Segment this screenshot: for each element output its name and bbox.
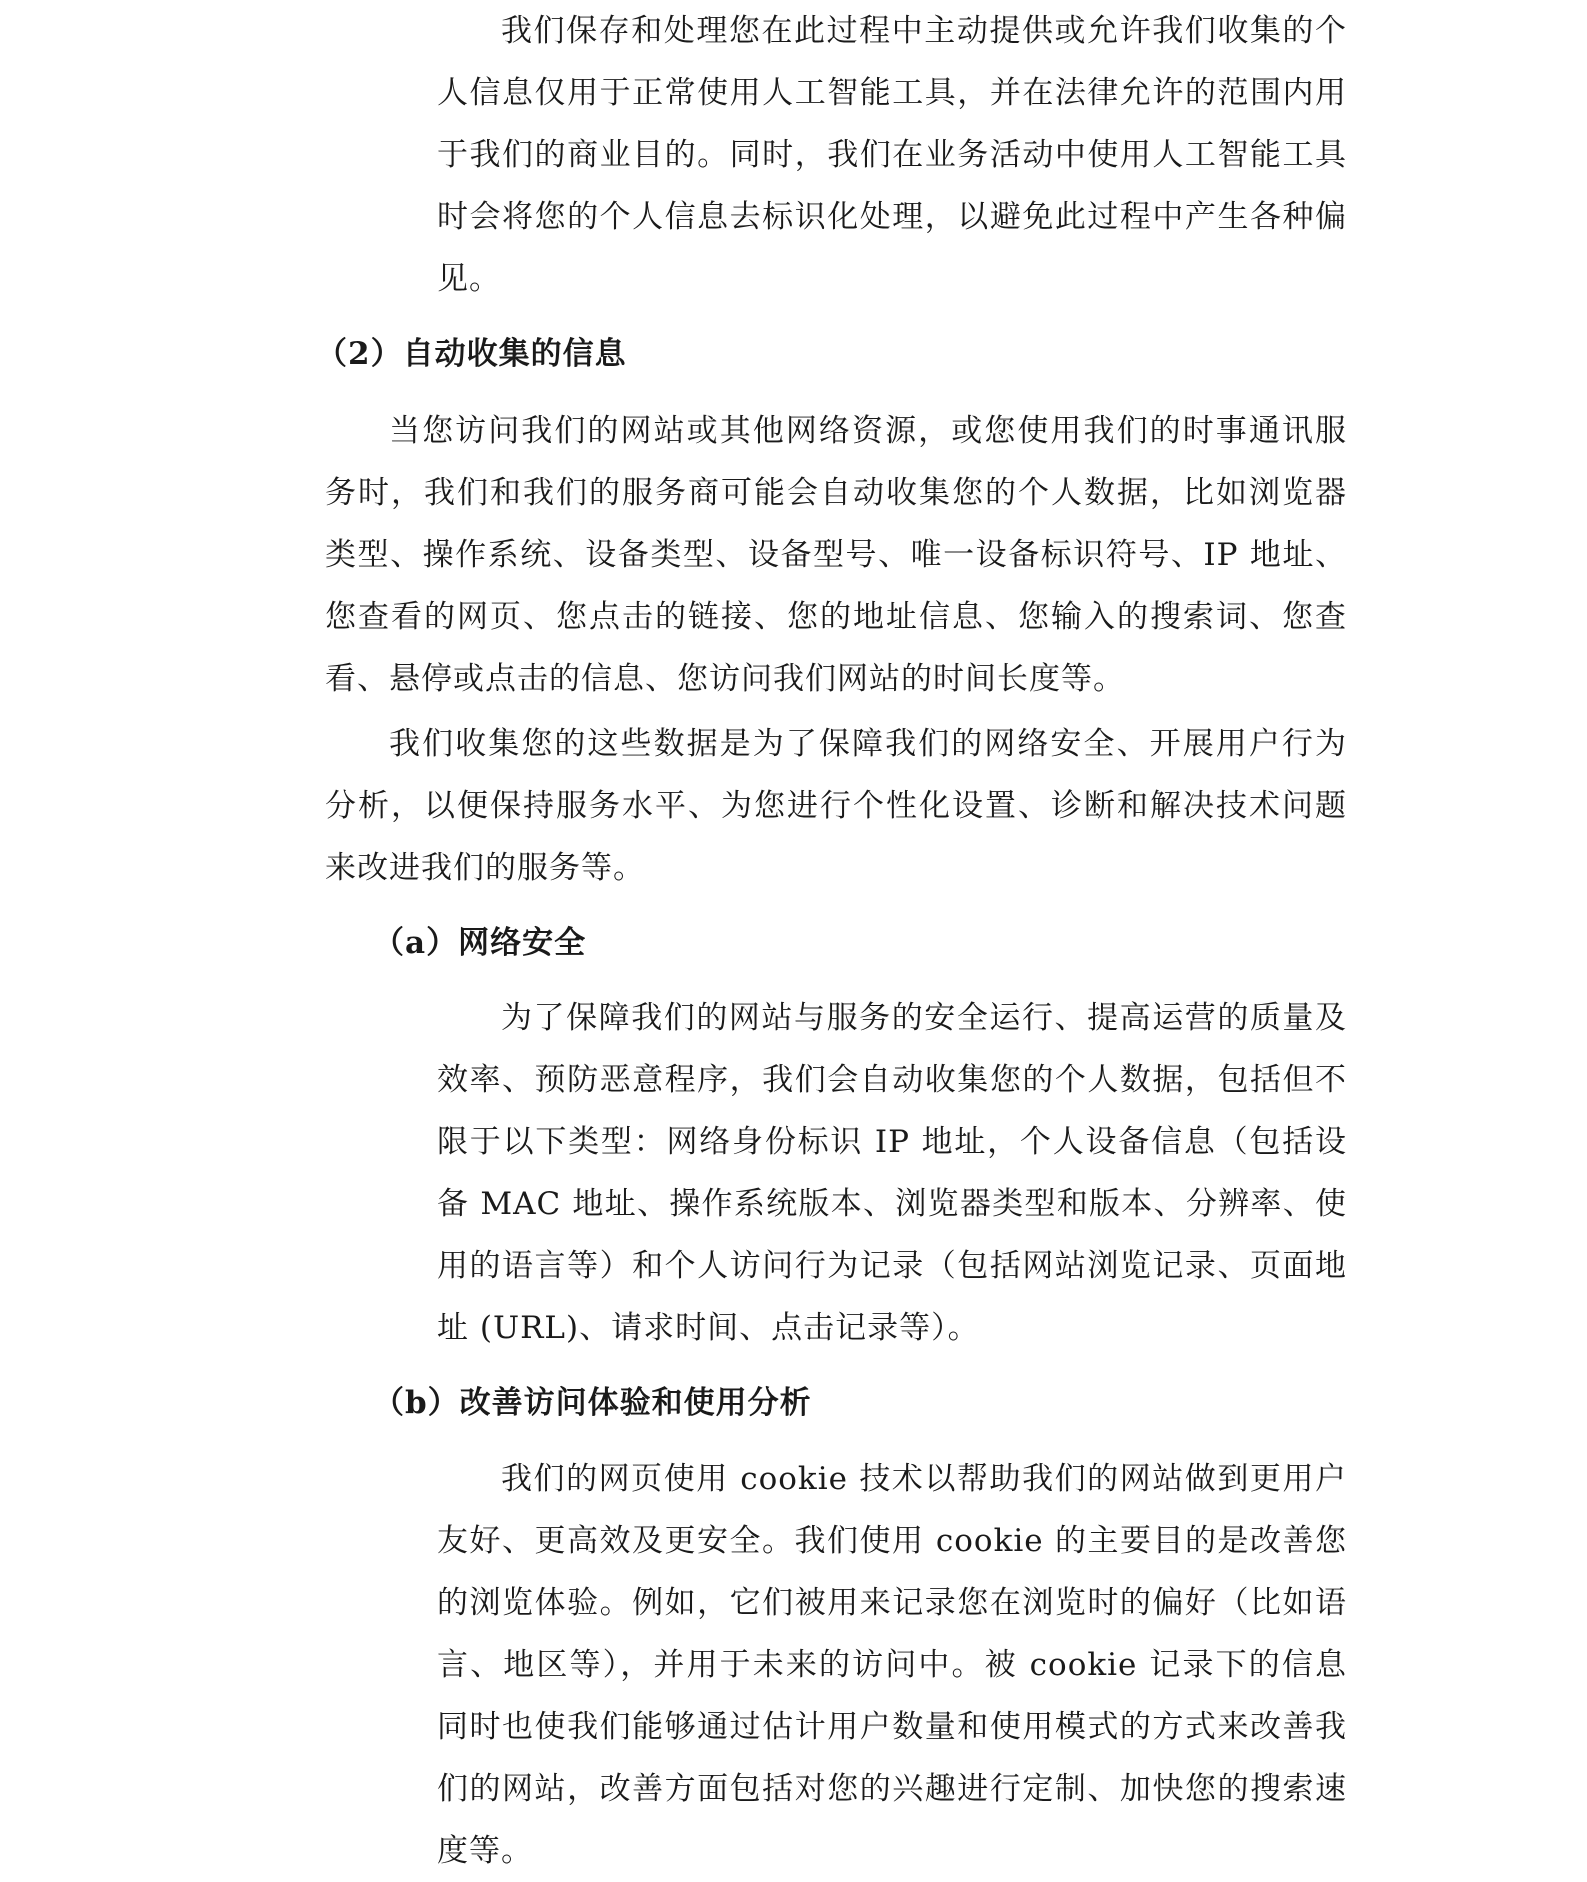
- paragraph-cookie: 我们的网页使用 cookie 技术以帮助我们的网站做到更用户友好、更高效及更安全。我们使用 cookie 的主要目的是改善您的浏览体验。例如，它们被用来记录您在浏览时的偏好（比如语言、地区等），并用于未来的访问中。被 cookie 记录下的信息同时也使我们能够通过估计用户数量和使用模式的方式来改善我们的网站，改善方面包括对您的兴趣进行定制、加快您的搜索速度等。: [437, 1461, 1347, 1869]
- heading-experience-analysis: （b）改善访问体验和使用分析: [373, 1385, 812, 1421]
- paragraph-network-security: 为了保障我们的网站与服务的安全运行、提高运营的质量及效率、预防恶意程序，我们会自动收集您的个人数据，包括但不限于以下类型：网络身份标识 IP 地址，个人设备信息（包括设备 MAC 地址、操作系统版本、浏览器类型和版本、分辨率、使用的语言等）和个人访问行为记录（包括网站浏览记录、页面地址 (URL)、请求时间、点击记录等）。: [437, 1000, 1347, 1346]
- paragraph-auto-collection: 当您访问我们的网站或其他网络资源，或您使用我们的时事通讯服务时，我们和我们的服务商可能会自动收集您的个人数据，比如浏览器类型、操作系统、设备类型、设备型号、唯一设备标识符号、IP 地址、您查看的网页、您点击的链接、您的地址信息、您输入的搜索词、您查看、悬停或点击的信息、您访问我们网站的时间长度等。: [325, 413, 1347, 697]
- paragraph-collection-purpose: 我们收集您的这些数据是为了保障我们的网络安全、开展用户行为分析，以便保持服务水平、为您进行个性化设置、诊断和解决技术问题来改进我们的服务等。: [325, 726, 1347, 886]
- heading-automatic-collection: （2）自动收集的信息: [316, 336, 627, 372]
- paragraph-intro: 我们保存和处理您在此过程中主动提供或允许我们收集的个人信息仅用于正常使用人工智能工具，并在法律允许的范围内用于我们的商业目的。同时，我们在业务活动中使用人工智能工具时会将您的个人信息去标识化处理，以避免此过程中产生各种偏见。: [437, 13, 1347, 297]
- heading-network-security: （a）网络安全: [373, 925, 587, 961]
